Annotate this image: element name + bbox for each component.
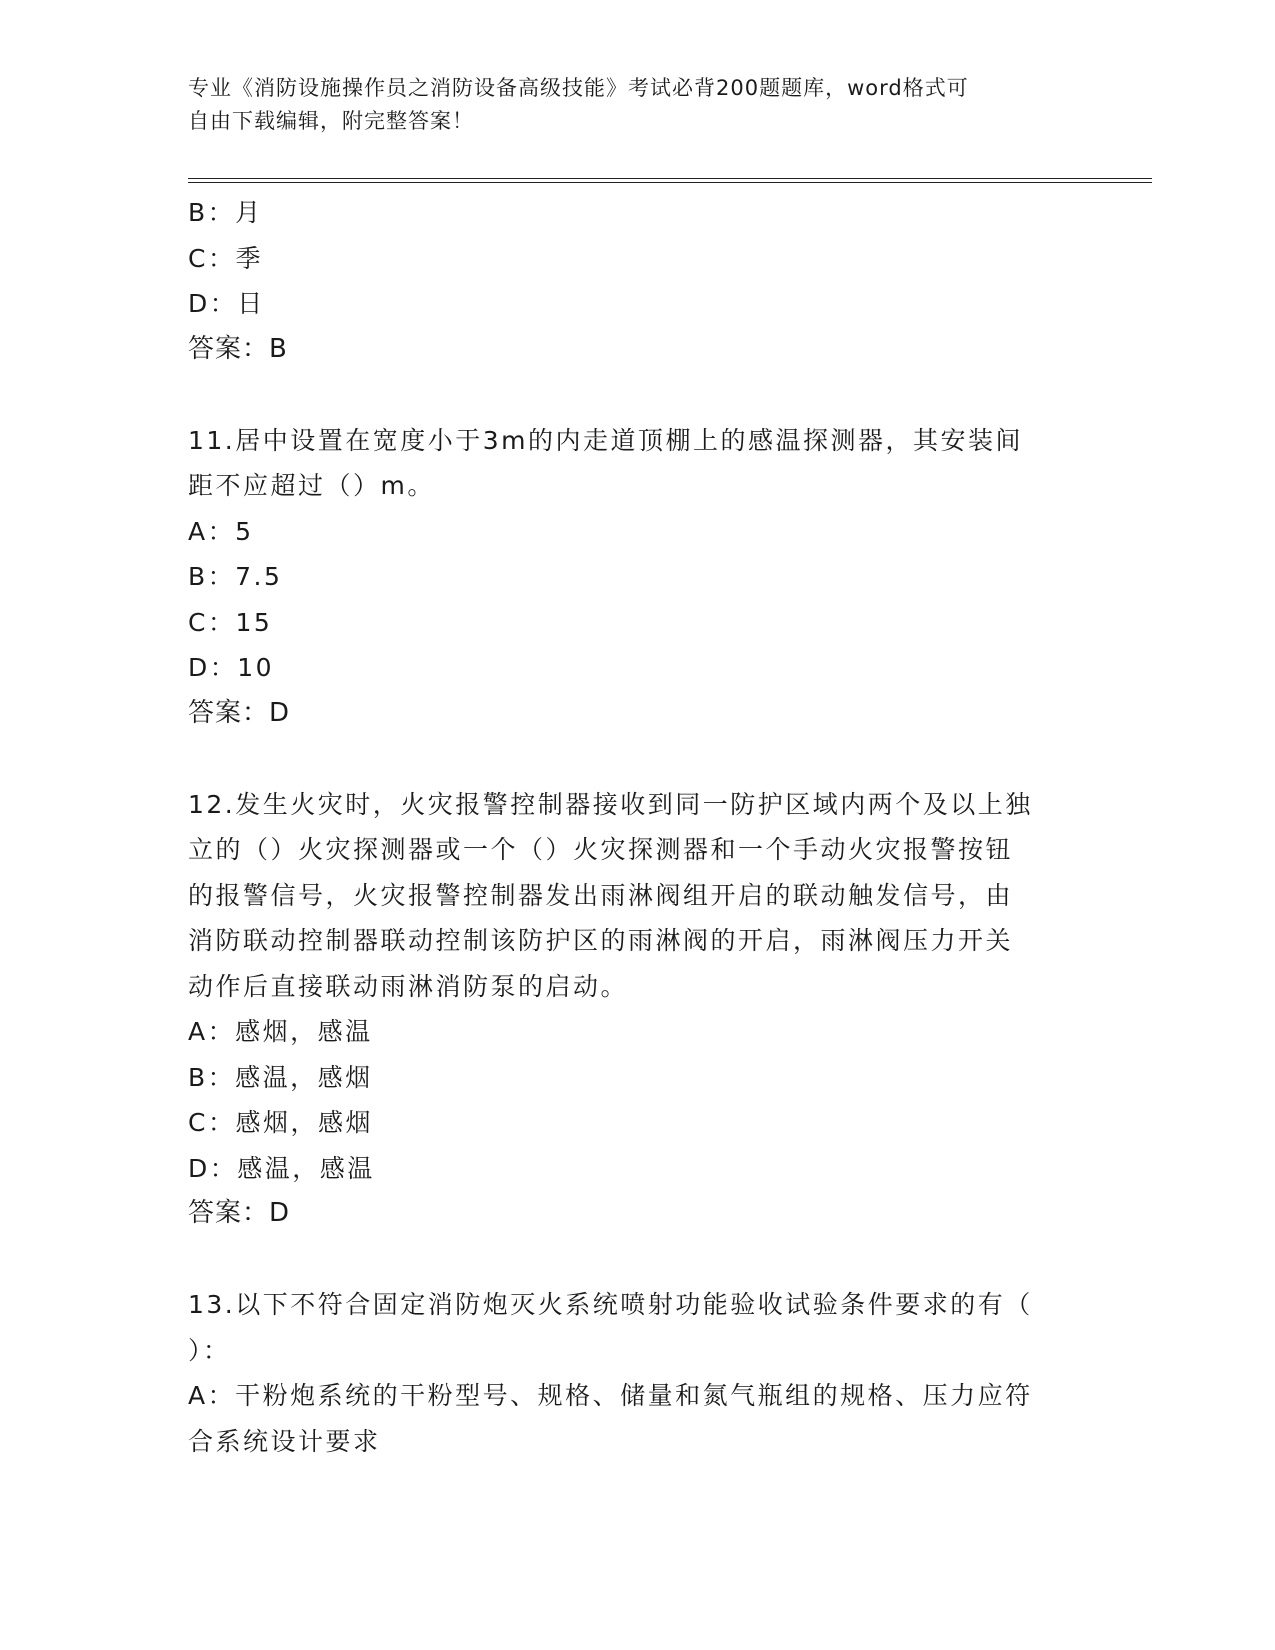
header-line-2: 自由下载编辑，附完整答案！ [188,109,474,133]
document-header [188,72,1068,138]
option-c: C：季 [188,243,263,273]
option-d: D：感温，感温 [188,1153,375,1183]
document-body [188,190,1088,1464]
question-10-tail [188,190,1088,372]
question-text-line: 的报警信号，火灾报警控制器发出雨淋阀组开启的联动触发信号，由 [188,880,1014,910]
question-12 [188,782,1088,1237]
question-text-line: 动作后直接联动雨淋消防泵的启动。 [188,971,629,1001]
question-text-line: 12.发生火灾时，火灾报警控制器接收到同一防护区域内两个及以上独 [188,789,1033,819]
option-d: D：10 [188,653,275,682]
header-divider-bottom [188,182,1152,183]
question-text-line: ）： [188,1335,231,1365]
option-b: B：7.5 [188,562,283,591]
question-text-line: 立的（）火灾探测器或一个（）火灾探测器和一个手动火灾报警按钮 [188,835,1014,864]
question-text-line: 距不应超过（）m。 [188,471,435,500]
question-11 [188,418,1088,737]
answer: 答案：D [188,697,291,728]
question-13 [188,1282,1088,1464]
question-text-line: 11.居中设置在宽度小于3m的内走道顶棚上的感温探测器，其安装间 [188,425,1024,455]
question-text-line: 13.以下不符合固定消防炮灭火系统喷射功能验收试验条件要求的有（ [188,1290,1033,1319]
option-b: B：感温，感烟 [188,1062,373,1092]
option-d: D：日 [188,289,265,318]
answer: 答案：D [188,1198,291,1228]
question-text-line: 消防联动控制器联动控制该防护区的雨淋阀的开启，雨淋阀压力开关 [188,926,1014,955]
option-a: A：感烟，感温 [188,1017,373,1046]
option-c: C：15 [188,607,273,637]
option-a: A：5 [188,516,254,546]
header-divider-top [188,178,1152,179]
header-line-1: 专业《消防设施操作员之消防设备高级技能》考试必背200题题库，word格式可 [188,76,969,100]
answer: 答案：B [188,333,288,364]
option-a: A：干粉炮系统的干粉型号、规格、储量和氮气瓶组的规格、压力应符 [188,1381,1033,1410]
option-b: B：月 [188,198,263,227]
option-a-continued: 合系统设计要求 [188,1426,381,1456]
option-c: C：感烟，感烟 [188,1108,373,1137]
